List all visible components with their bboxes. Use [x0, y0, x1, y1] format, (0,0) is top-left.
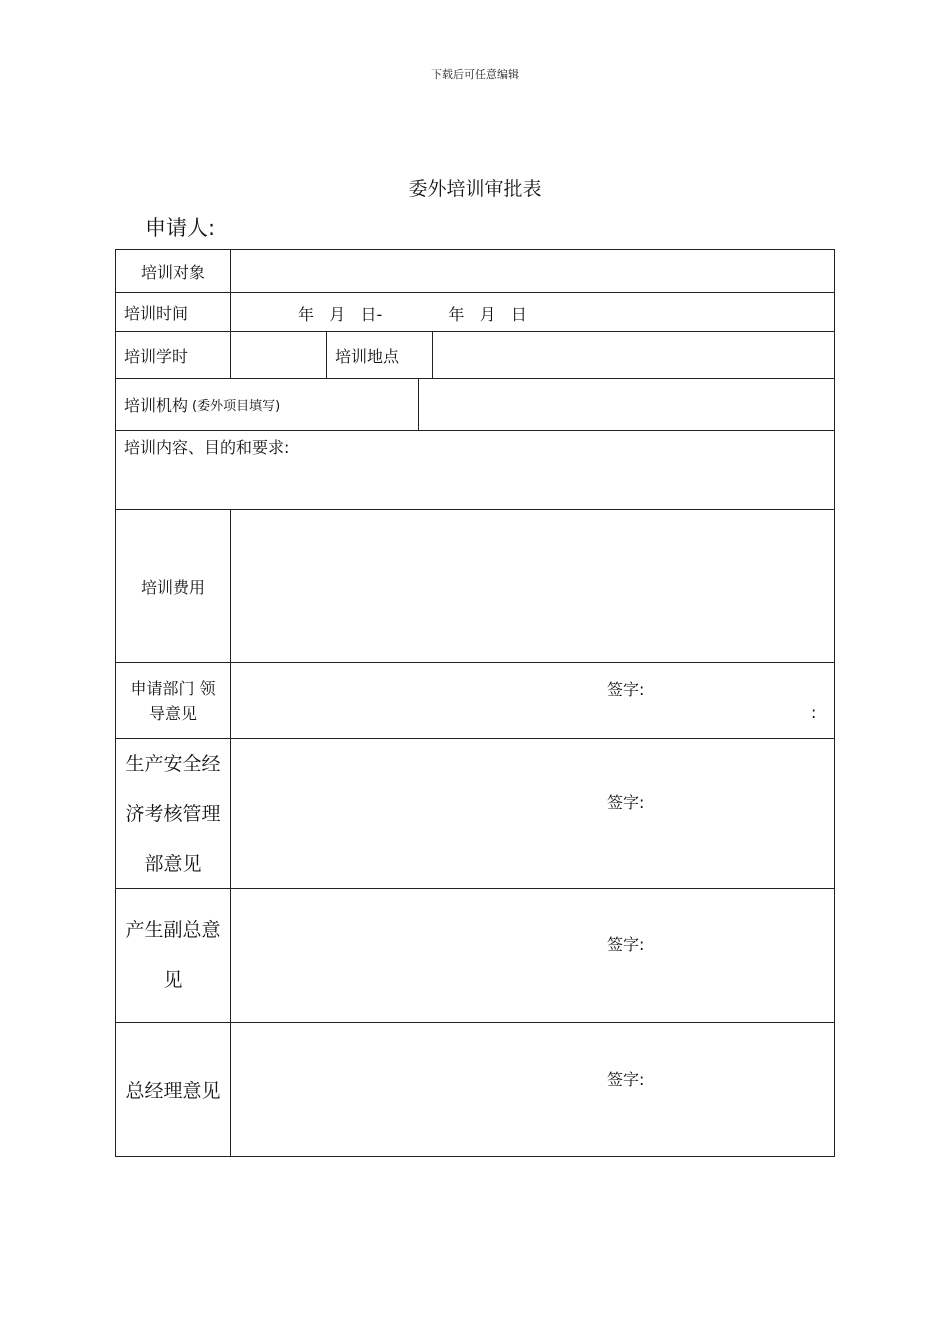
gm-signature-label: 签字: — [607, 1070, 645, 1089]
safety-label-line: 济考核管理 — [125, 803, 221, 825]
institution-label-text: 培训机构 — [124, 396, 189, 415]
applicant-label: 申请人: — [145, 216, 216, 240]
approval-form-table — [115, 249, 835, 1157]
training-time-label: 培训时间 — [124, 303, 189, 323]
training-cost-label: 培训费用 — [140, 577, 205, 597]
safety-label-line: 生产安全经 — [125, 753, 221, 775]
training-target-label: 培训对象 — [140, 262, 205, 282]
vp-opinion-label — [116, 905, 230, 1022]
training-institution-label — [116, 379, 418, 430]
training-content-label: 培训内容、目的和要求: — [124, 438, 290, 457]
safety-signature-label: 签字: — [607, 793, 645, 812]
dept-signature-label: 签字: — [607, 680, 645, 699]
training-hours-label: 培训学时 — [124, 346, 189, 366]
safety-dept-opinion-field[interactable] — [231, 739, 834, 888]
dept-leader-opinion-field[interactable] — [231, 663, 834, 738]
safety-label-line: 部意见 — [144, 853, 202, 875]
training-location-label: 培训地点 — [335, 346, 400, 366]
dept-colon: : — [811, 703, 817, 722]
training-target-field[interactable] — [231, 250, 834, 292]
dept-leader-opinion-label: 申请部门 领导意见 — [130, 678, 216, 723]
training-content-field[interactable] — [116, 431, 834, 509]
vp-signature-label: 签字: — [607, 935, 645, 954]
training-institution-field[interactable] — [419, 379, 834, 430]
safety-dept-opinion-label — [116, 739, 230, 888]
vp-label-line: 见 — [163, 969, 183, 991]
training-location-field[interactable] — [433, 332, 834, 378]
training-time-field[interactable] — [231, 293, 834, 331]
gm-opinion-label: 总经理意见 — [125, 1080, 221, 1102]
form-title: 委外培训审批表 — [408, 178, 542, 200]
vp-opinion-field[interactable] — [231, 889, 834, 1022]
institution-note: (委外项目填写) — [192, 399, 281, 414]
header-note: 下载后可任意编辑 — [431, 68, 519, 81]
training-cost-field[interactable] — [231, 510, 834, 662]
training-time-value: 年 月 日- 年 月 日 — [298, 305, 527, 324]
vp-label-line: 产生副总意 — [125, 919, 221, 941]
gm-opinion-field[interactable] — [231, 1023, 834, 1156]
training-hours-field[interactable] — [231, 332, 326, 378]
